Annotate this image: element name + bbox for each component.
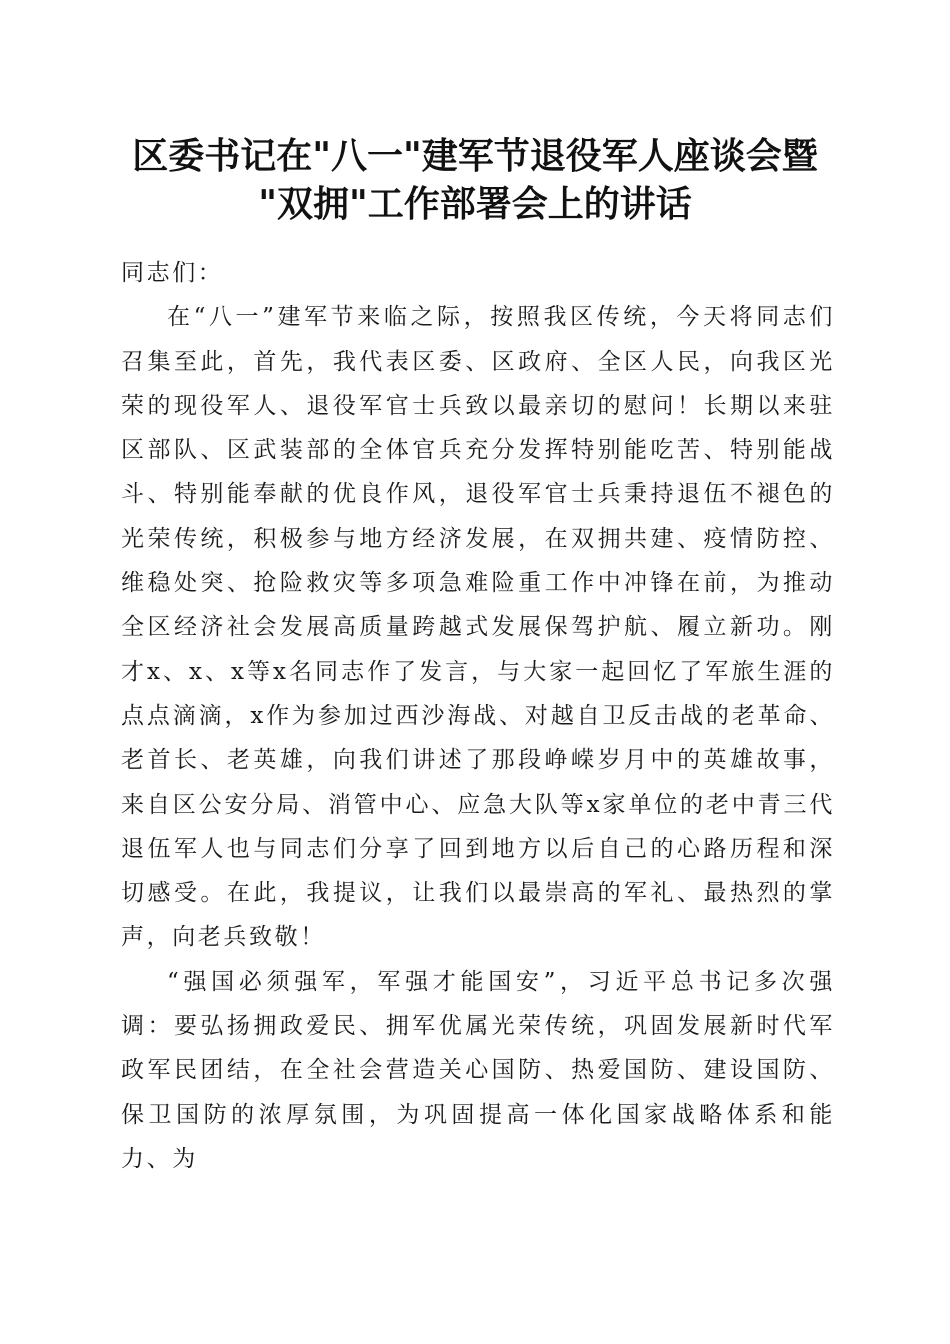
- paragraph-1: 在“八一”建军节来临之际，按照我区传统，今天将同志们召集至此，首先，我代表区委、区政府、全区人民，向我区光荣的现役军人、退役军官士兵致以最亲切的慰问！长期以来驻区部队、区武装部的全体官兵充分发挥特别能吃苦、特别能战斗、特别能奉献的优良作风，退役军官士兵秉持退伍不褪色的光荣传统，积极参与地方经济发展，在双拥共建、疫情防控、维稳处突、抢险救灾等多项急难险重工作中冲锋在前，为推动全区经济社会发展高质量跨越式发展保驾护航、履立新功。刚才x、x、x等x名同志作了发言，与大家一起回忆了军旅生涯的点点滴滴，x作为参加过西沙海战、对越自卫反击战的老革命、老首长、老英雄，向我们讲述了那段峥嵘岁月中的英雄故事，来自区公安分局、消管中心、应急大队等x家单位的老中青三代退伍军人也与同志们分享了回到地方以后自己的心路历程和深切感受。在此，我提议，让我们以最崇高的军礼、最热烈的掌声，向老兵致敬！: [121, 304, 835, 951]
- salutation: 同志们：: [121, 260, 224, 286]
- paragraph-2: “强国必须强军，军强才能国安”，习近平总书记多次强调：要弘扬拥政爱民、拥军优属光荣传统，巩固发展新时代军政军民团结，在全社会营造关心国防、热爱国防、建设国防、保卫国防的浓厚氛围，为巩固提高一体化国家战略体系和能力、为: [121, 968, 835, 1172]
- title-line-1: 区委书记在"八一"建军节退役军人座谈会暨: [132, 135, 818, 177]
- document-title: [100, 132, 850, 228]
- document-body: [121, 251, 835, 1181]
- title-line-2: "双拥"工作部署会上的讲话: [258, 183, 692, 225]
